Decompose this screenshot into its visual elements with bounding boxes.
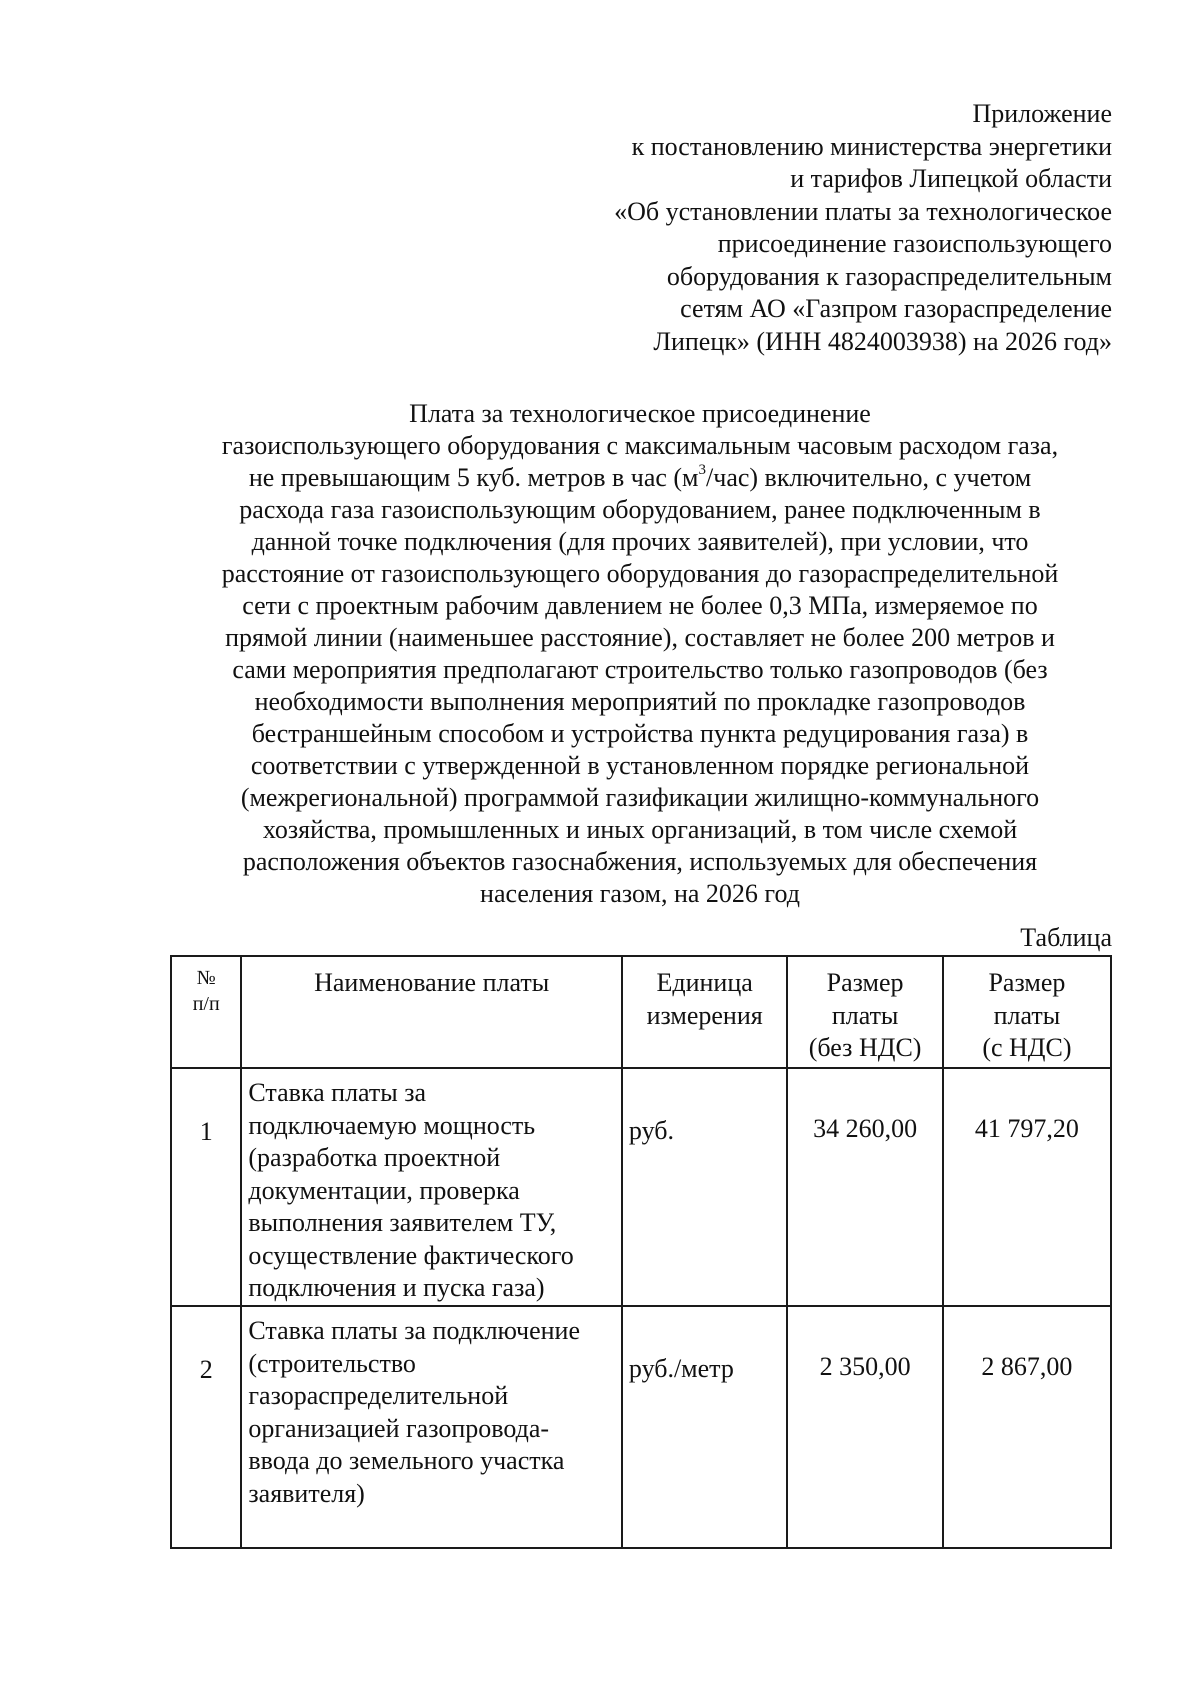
heading-line: соответствии с утвержденной в установленном порядке региональной [250, 751, 1030, 780]
appendix-line: к постановлению министерства энергетики [631, 131, 1112, 161]
fee-name-line: осуществление фактического [248, 1240, 574, 1270]
appendix-line: Приложение [972, 99, 1112, 128]
fee-name-line: ввода до земельного участка [248, 1446, 565, 1475]
header-fee-with-vat [943, 956, 1111, 1068]
header-text: Размер [988, 968, 1066, 997]
heading-line: расположения объектов газоснабжения, используемых для обеспечения [242, 847, 1038, 876]
fees-table [170, 955, 1112, 1549]
fee-name-line: подключаемую мощность [248, 1110, 536, 1140]
fee-name [241, 1068, 622, 1306]
fee-unit: руб./метр [622, 1306, 787, 1548]
heading-line-with-unit [160, 462, 1120, 494]
fee-name-line: заявителя) [248, 1478, 365, 1508]
heading-line: расхода газа газоиспользующим оборудованием, ранее подключенным в [239, 495, 1041, 524]
fee-with-vat: 2 867,00 [943, 1306, 1111, 1548]
fee-name [241, 1306, 622, 1548]
heading-line: необходимости выполнения мероприятий по прокладке газопроводов [254, 687, 1026, 716]
header-text: платы [831, 1000, 899, 1030]
header-unit [622, 956, 787, 1068]
heading-line: данной точке подключения (для прочих заявителей), при условии, что [251, 527, 1029, 556]
fee-unit: руб. [622, 1068, 787, 1306]
document-heading [160, 398, 1120, 910]
header-text: Единица [656, 968, 753, 997]
row-number: 1 [171, 1068, 241, 1306]
heading-line: газоиспользующего оборудования с максимальным часовым расходом газа, [221, 431, 1059, 460]
header-name [241, 956, 622, 1068]
table-row [171, 1068, 1111, 1306]
heading-text: не превышающим 5 куб. метров в час (м [248, 463, 699, 492]
header-text: измерения [646, 1000, 763, 1030]
appendix-line: присоединение газоиспользующего [717, 229, 1112, 258]
appendix-line: Липецк» (ИНН 4824003938) на 2026 год» [653, 326, 1112, 356]
appendix-line: «Об установлении платы за технологическое [614, 196, 1112, 226]
header-number [171, 956, 241, 1068]
fee-name-line: выполнения заявителем ТУ, [248, 1208, 557, 1237]
fee-no-vat: 34 260,00 [787, 1068, 943, 1306]
heading-line: сети с проектным рабочим давлением не более 0,3 МПа, измеряемое по [242, 591, 1038, 620]
header-text: (без НДС) [808, 1033, 922, 1062]
header-text: № [196, 967, 216, 989]
fee-name-line: документации, проверка [248, 1175, 520, 1205]
header-text: (с НДС) [982, 1033, 1072, 1062]
fee-name-line: (строительство [248, 1348, 416, 1378]
appendix-block [614, 98, 1112, 358]
fee-name-line: Ставка платы за подключение [248, 1316, 580, 1345]
fee-no-vat: 2 350,00 [787, 1306, 943, 1548]
table-caption: Таблица [1020, 923, 1112, 952]
header-text: Размер [826, 968, 904, 997]
heading-line: расстояние от газоиспользующего оборудования до газораспределительной [221, 559, 1059, 588]
appendix-line: оборудования к газораспределительным [666, 261, 1112, 291]
fee-name-line: организацией газопровода- [248, 1413, 550, 1443]
table-row [171, 1306, 1111, 1548]
fee-name-line: (разработка проектной [248, 1143, 501, 1172]
appendix-line: сетям АО «Газпром газораспределение [680, 294, 1112, 323]
header-fee-no-vat [787, 956, 943, 1068]
header-text: п/п [192, 993, 220, 1015]
appendix-line: и тарифов Липецкой области [790, 164, 1112, 193]
heading-line: (межрегиональной) программой газификации жилищно-коммунального [240, 783, 1040, 812]
header-text: Наименование платы [314, 968, 550, 997]
header-text: платы [993, 1000, 1061, 1030]
fee-with-vat: 41 797,20 [943, 1068, 1111, 1306]
superscript: 3 [698, 462, 707, 479]
table-header-row [171, 956, 1111, 1068]
heading-line: населения газом, на 2026 год [480, 879, 800, 908]
fee-name-line: Ставка платы за [248, 1078, 427, 1107]
heading-text: /час) включительно, с учетом [706, 463, 1032, 492]
row-number: 2 [171, 1306, 241, 1548]
heading-line: сами мероприятия предполагают строительство только газопроводов (без [232, 655, 1048, 684]
heading-line: хозяйства, промышленных и иных организаций, в том числе схемой [262, 815, 1018, 844]
heading-line: Плата за технологическое присоединение [409, 399, 871, 428]
heading-line: бестраншейным способом и устройства пункта редуцирования газа) в [251, 719, 1029, 748]
fee-name-line: подключения и пуска газа) [248, 1273, 545, 1302]
fee-name-line: газораспределительной [248, 1381, 509, 1410]
heading-line: прямой линии (наименьшее расстояние), составляет не более 200 метров и [225, 623, 1055, 652]
